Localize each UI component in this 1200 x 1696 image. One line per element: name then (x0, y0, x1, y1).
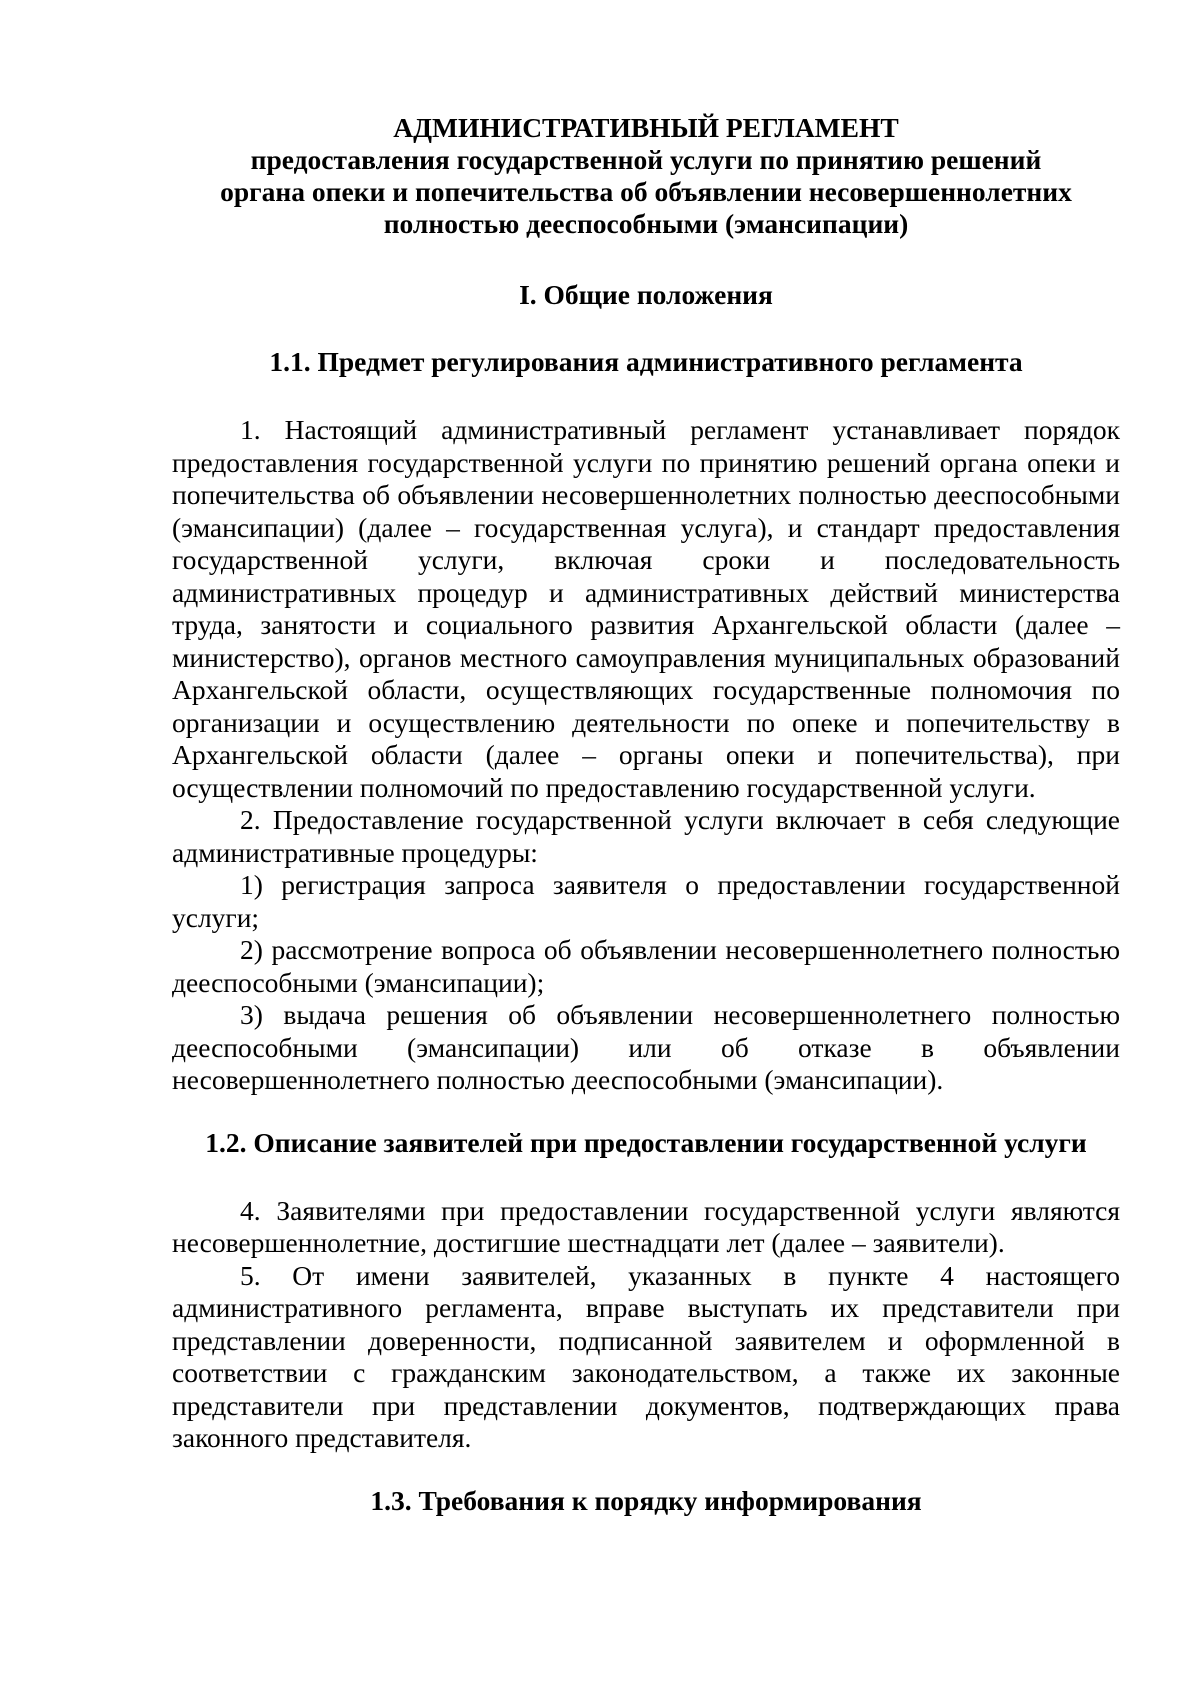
title-line: АДМИНИСТРАТИВНЫЙ РЕГЛАМЕНТ (393, 112, 899, 143)
title-line: предоставления государственной услуги по принятию решений (250, 144, 1042, 175)
paragraph: 1. Настоящий административный регламент устанавливает порядок предоставления государственной услуги по принятию решений органа опеки и попечительства об объявлении несовершеннолетних полностью дееспособными (эмансипации) (далее – государственная услуга), и стандарт предоставления государственной услуги, включая сроки и последовательность административных процедур и административных действий министерства труда, занятости и социального развития Архангельской области (далее – министерство), органов местного самоуправления муниципальных образований Архангельской области, осуществляющих государственные полномочия по организации и осуществлению деятельности по опеке и попечительству в Архангельской области (далее – органы опеки и попечительства), при осуществлении полномочий по предоставлению государственной услуги. (172, 414, 1120, 803)
section-heading: I. Общие положения (519, 279, 773, 310)
list-item: 3) выдача решения об объявлении несовершеннолетнего полностью дееспособными (эмансипации) или об отказе в объявлении несовершеннолетнего полностью дееспособными (эмансипации). (172, 999, 1120, 1095)
subsection-heading: 1.1. Предмет регулирования административного регламента (269, 346, 1023, 377)
list-item: 1) регистрация запроса заявителя о предоставлении государственной услуги; (172, 869, 1120, 933)
subsection-2-body (172, 1195, 1120, 1455)
subsection-heading: 1.2. Описание заявителей при предоставлении государственной услуги (205, 1126, 1087, 1158)
paragraph: 4. Заявителями при предоставлении государственной услуги являются несовершеннолетние, достигшие шестнадцати лет (далее – заявители). (172, 1194, 1120, 1258)
title-line: органа опеки и попечительства об объявлении несовершеннолетних (220, 176, 1072, 207)
subsection-heading: 1.3. Требования к порядку информирования (370, 1484, 922, 1516)
subsection-1-body (172, 414, 1120, 1097)
title-line: полностью дееспособными (эмансипации) (383, 208, 909, 239)
document-page (172, 112, 1120, 1517)
document-title (172, 112, 1120, 240)
list-item: 2) рассмотрение вопроса об объявлении несовершеннолетнего полностью дееспособными (эмансипации); (172, 934, 1120, 998)
paragraph: 2. Предоставление государственной услуги включает в себя следующие административные процедуры: (172, 804, 1120, 868)
paragraph: 5. От имени заявителей, указанных в пункте 4 настоящего административного регламента, вправе выступать их представители при представлении доверенности, подписанной заявителем и оформленной в соответствии с гражданским законодательством, а также их законные представители при представлении документов, подтверждающих права законного представителя. (172, 1259, 1120, 1453)
